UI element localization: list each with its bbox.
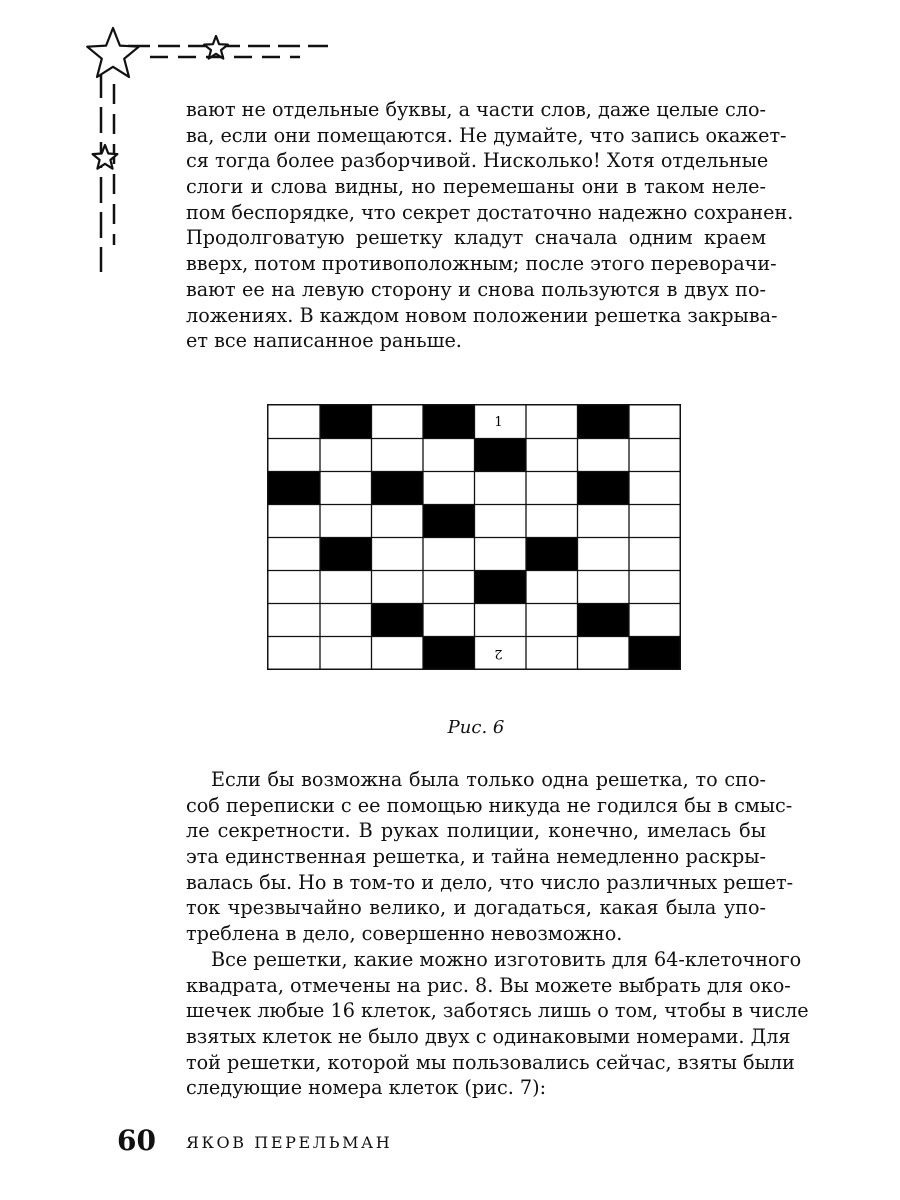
text-line: слоги и слова видны, но перемешаны они в таком неле- xyxy=(186,175,766,199)
grid-black-cell xyxy=(526,538,578,571)
text-line: ет все написанное раньше. xyxy=(186,329,462,353)
text-line: пом беспорядке, что секрет достаточно надежно сохранен. xyxy=(186,200,794,224)
text-line: взятых клеток не было двух с одинаковыми номерами. Для xyxy=(186,1025,791,1049)
grid-black-cell xyxy=(475,571,527,604)
text-line: ток чрезвычайно велико, и догадаться, какая была упо- xyxy=(186,896,766,920)
grid-black-cell xyxy=(423,637,475,670)
grid-black-cell xyxy=(269,472,321,505)
text-line: вверх, потом противоположным; после этого переворачи- xyxy=(186,252,777,276)
grid-black-cell xyxy=(578,472,630,505)
grid-black-cell xyxy=(372,472,424,505)
text-line: той решетки, которой мы пользовались сейчас, взяты были xyxy=(186,1050,795,1074)
text-line: Продолговатую решетку кладут сначала одним краем xyxy=(186,226,766,250)
text-line: ва, если они помещаются. Не думайте, что запись окажет- xyxy=(186,123,787,147)
text-line: ложениях. В каждом новом положении решетка закрыва- xyxy=(186,303,778,327)
text-line: следующие номера клеток (рис. 7): xyxy=(186,1076,547,1100)
star-icon xyxy=(204,36,228,59)
grid-label-top: 1 xyxy=(494,415,503,430)
paragraph-1 xyxy=(186,97,794,354)
grid-label-bottom: 2 xyxy=(494,646,503,661)
text-line: шечек любые 16 клеток, заботясь лишь о том, чтобы в числе xyxy=(186,999,809,1023)
grid-black-cell xyxy=(423,406,475,439)
grid-black-cell xyxy=(423,505,475,538)
running-head-author: ЯКОВ ПЕРЕЛЬМАН xyxy=(186,1133,393,1152)
text-line: соб переписки с ее помощью никуда не годился бы в смыс- xyxy=(186,793,793,817)
grid-black-cell xyxy=(320,538,372,571)
text-line: валась бы. Но в том-то и дело, что число различных решет- xyxy=(186,870,794,894)
text-line: треблена в дело, совершенно невозможно. xyxy=(186,922,623,946)
grid-black-cell xyxy=(578,604,630,637)
text-line: эта единственная решетка, и тайна немедленно раскры- xyxy=(186,845,766,869)
text-line: ся тогда более разборчивой. Нисколько! Хотя отдельные xyxy=(186,149,769,173)
figure-caption: Рис. 6 xyxy=(447,717,505,738)
text-line: вают ее на левую сторону и снова пользуются в двух по- xyxy=(186,277,766,301)
text-line: Если бы возможна была только одна решетка, то спо- xyxy=(211,768,766,791)
star-icon xyxy=(87,28,139,77)
figure-grid xyxy=(267,404,683,672)
grid-black-cell xyxy=(320,406,372,439)
grid-black-cell xyxy=(629,637,681,670)
text-line: вают не отдельные буквы, а части слов, даже целые сло- xyxy=(186,98,766,121)
grid-black-cell xyxy=(578,406,630,439)
page-number: 60 xyxy=(117,1124,156,1157)
grid-black-cell xyxy=(475,439,527,472)
paragraph-3 xyxy=(186,947,809,1101)
grid-black-cell xyxy=(372,604,424,637)
text-line: квадрата, отмечены на рис. 8. Вы можете выбрать для око- xyxy=(186,973,791,997)
text-line: Все решетки, какие можно изготовить для 64-клеточного xyxy=(211,948,802,971)
paragraph-2 xyxy=(186,767,794,947)
text-line: ле секретности. В руках полиции, конечно, имелась бы xyxy=(186,819,766,843)
